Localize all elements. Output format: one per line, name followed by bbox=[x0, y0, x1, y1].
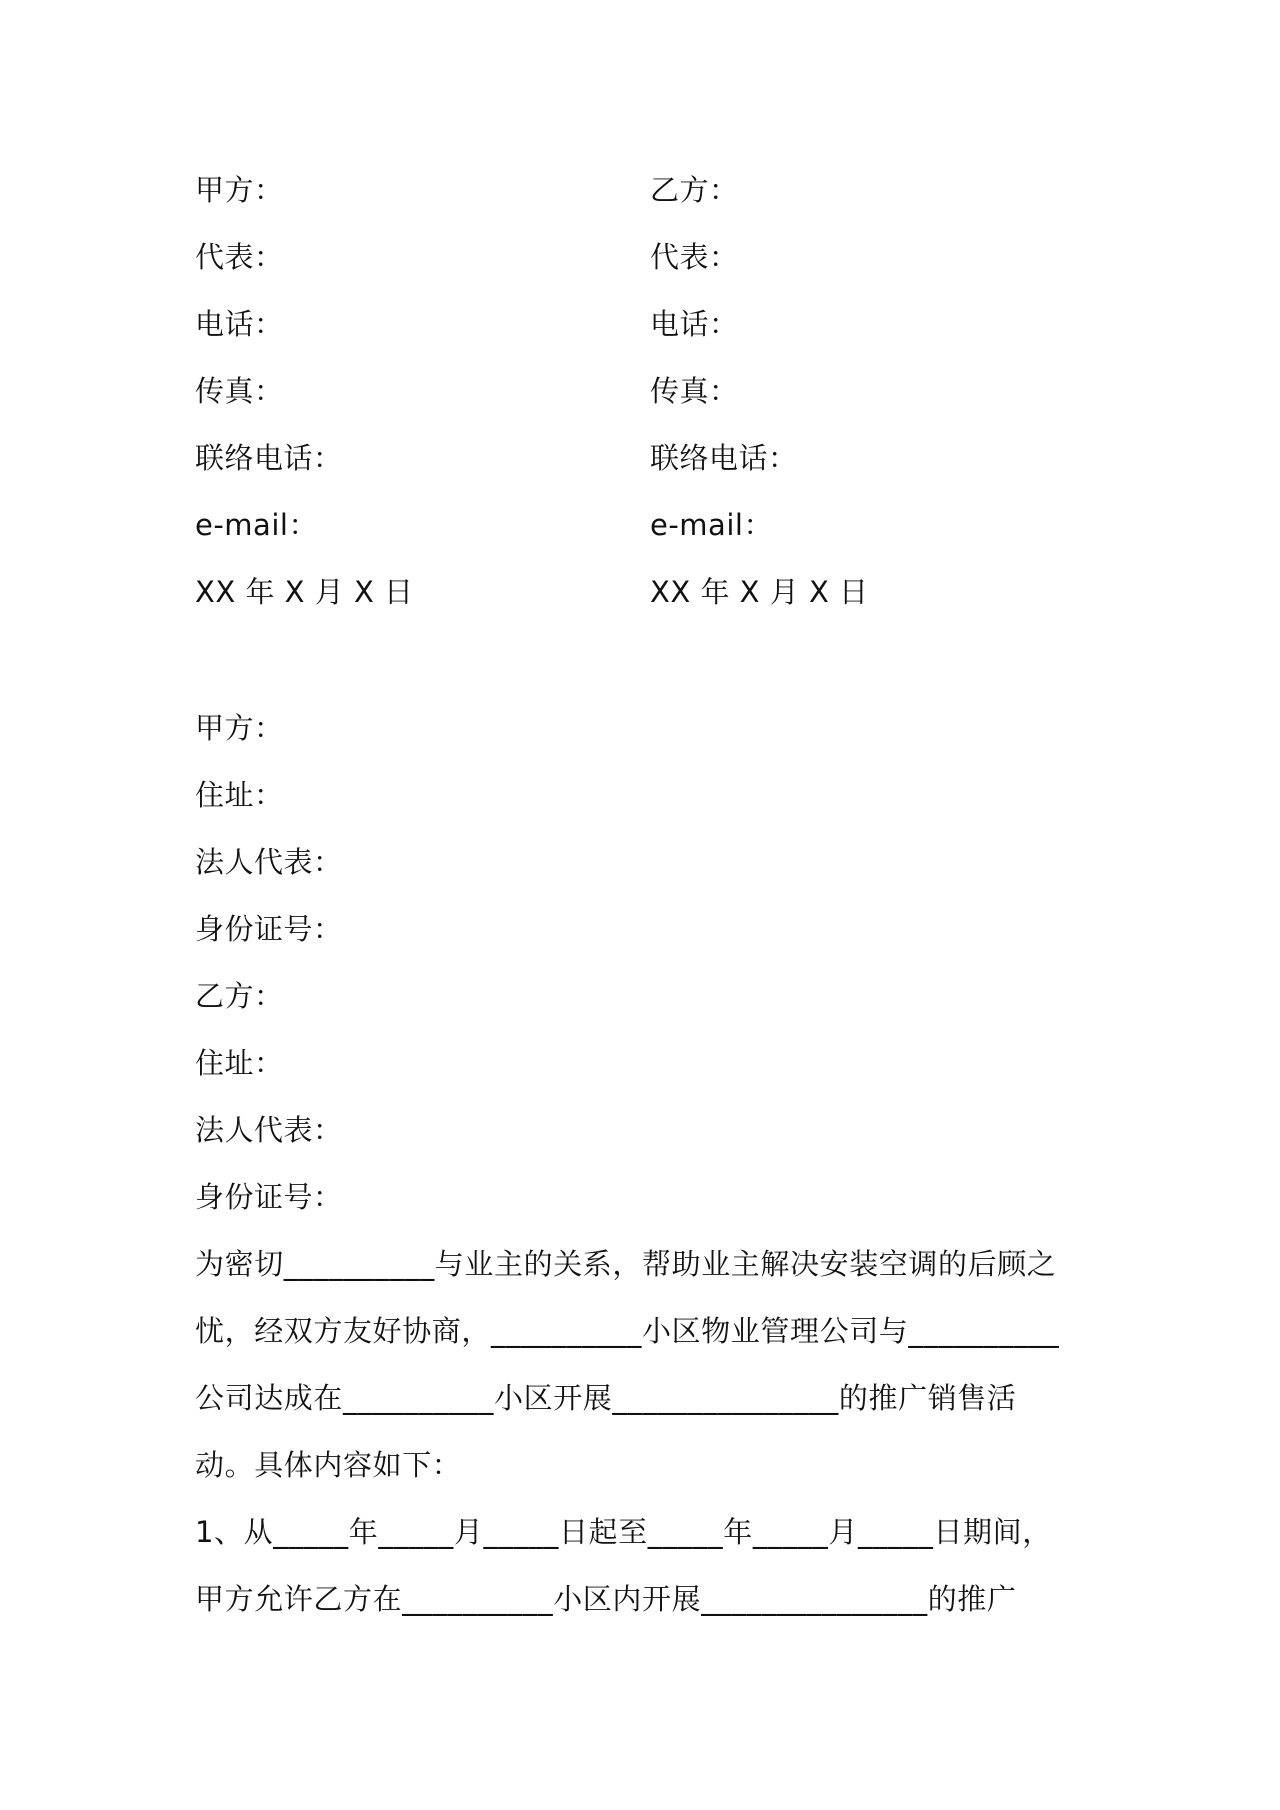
party-a-id-label: 身份证号： bbox=[195, 912, 343, 946]
party-b-id-label: 身份证号： bbox=[195, 1180, 343, 1214]
body-line: 1、从_____年_____月_____日起至_____年_____月_____日期间， bbox=[195, 1515, 1052, 1549]
left-date: XX 年 X 月 X 日 bbox=[195, 575, 414, 609]
right-party-b-label: 乙方： bbox=[650, 173, 739, 207]
left-email-label: e-mail： bbox=[195, 508, 318, 542]
body-line: 忧，经双方友好协商，__________小区物业管理公司与__________ bbox=[195, 1314, 1060, 1348]
body-line: 为密切__________与业主的关系，帮助业主解决安装空调的后顾之 bbox=[195, 1247, 1057, 1281]
left-fax-label: 传真： bbox=[195, 374, 284, 408]
party-a-label: 甲方： bbox=[195, 711, 284, 745]
left-phone-label: 电话： bbox=[195, 307, 284, 341]
party-a-legal-rep-label: 法人代表： bbox=[195, 845, 343, 879]
right-phone-label: 电话： bbox=[650, 307, 739, 341]
left-representative-label: 代表： bbox=[195, 240, 284, 274]
party-b-label: 乙方： bbox=[195, 979, 284, 1013]
right-representative-label: 代表： bbox=[650, 240, 739, 274]
left-contact-phone-label: 联络电话： bbox=[195, 441, 343, 475]
party-a-address-label: 住址： bbox=[195, 778, 284, 812]
left-party-a-label: 甲方： bbox=[195, 173, 284, 207]
right-date: XX 年 X 月 X 日 bbox=[650, 575, 869, 609]
party-b-legal-rep-label: 法人代表： bbox=[195, 1113, 343, 1147]
body-line: 公司达成在__________小区开展_______________的推广销售活 bbox=[195, 1381, 1017, 1415]
party-b-address-label: 住址： bbox=[195, 1046, 284, 1080]
right-contact-phone-label: 联络电话： bbox=[650, 441, 798, 475]
right-email-label: e-mail： bbox=[650, 508, 773, 542]
body-line: 甲方允许乙方在__________小区内开展_______________的推广 bbox=[195, 1582, 1017, 1616]
right-fax-label: 传真： bbox=[650, 374, 739, 408]
body-line: 动。具体内容如下： bbox=[195, 1448, 462, 1482]
